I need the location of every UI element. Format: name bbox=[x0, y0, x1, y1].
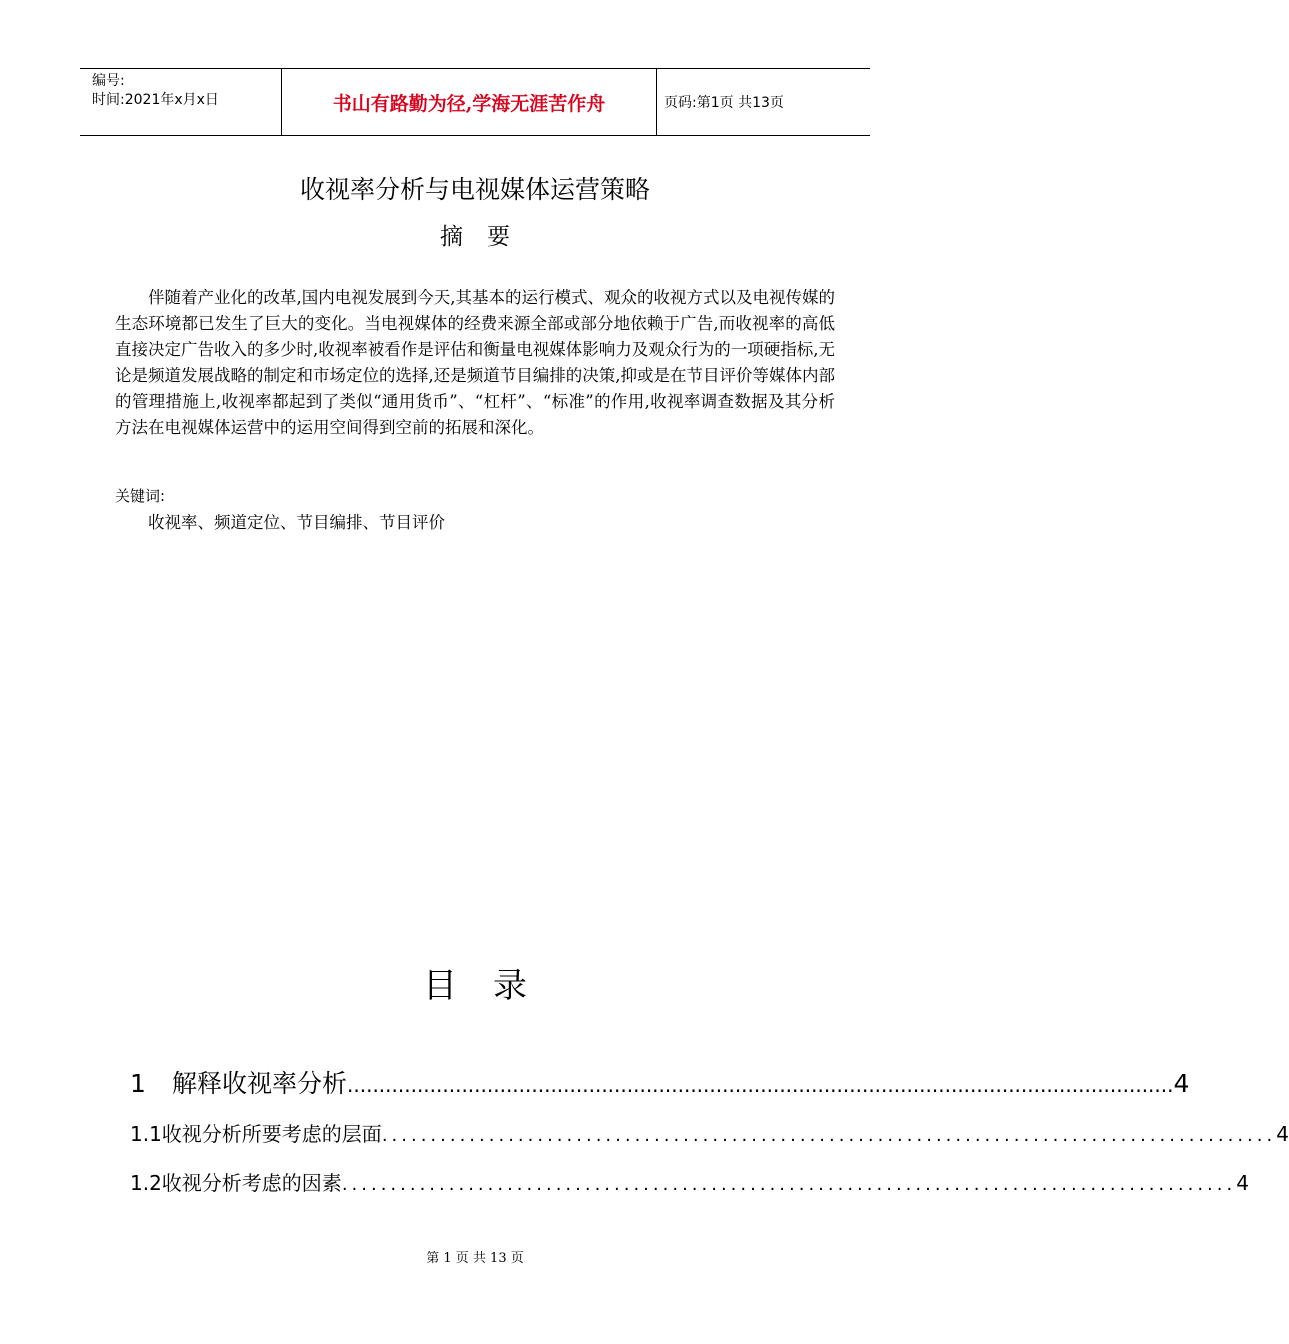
toc-entry-label: 解释收视率分析 bbox=[172, 1069, 348, 1098]
abstract-heading: 摘要 bbox=[440, 224, 534, 250]
toc-entry-label: 1.2收视分析考虑的因素 bbox=[130, 1171, 342, 1195]
toc-entry-number: 1 bbox=[130, 1069, 146, 1098]
toc-entry-page: 4 bbox=[1173, 1069, 1190, 1098]
toc-entry-1[interactable] bbox=[130, 1064, 1190, 1100]
toc-leader-dots: ............................................................................................ bbox=[341, 1174, 1237, 1195]
page-footer: 第 1 页 共 13 页 bbox=[426, 1251, 524, 1266]
document-title: 收视率分析与电视媒体运营策略 bbox=[299, 175, 650, 204]
toc-entry-1-1[interactable] bbox=[130, 1118, 1289, 1147]
toc-entry-page: 4 bbox=[1236, 1171, 1249, 1195]
keywords-label: 关键词: bbox=[115, 487, 166, 505]
toc-title: 目录 bbox=[423, 966, 563, 1006]
header-motto: 书山有路勤为径,学海无涯苦作舟 bbox=[282, 69, 657, 135]
number-label: 编号: bbox=[92, 73, 125, 89]
header-meta-cell bbox=[80, 69, 282, 135]
keywords-text: 收视率、频道定位、节目编排、节目评价 bbox=[148, 513, 445, 532]
header-table bbox=[80, 68, 870, 136]
toc-entry-label: 1.1收视分析所要考虑的层面 bbox=[130, 1122, 382, 1146]
toc-leader-dots: .................................................................................................................................. bbox=[347, 1073, 1174, 1097]
abstract-body: 伴随着产业化的改革,国内电视发展到今天,其基本的运行模式、观众的收视方式以及电视传媒的生态环境都已发生了巨大的变化。当电视媒体的经费来源全部或部分地依赖于广告,而收视率的高低直接决定广告收入的多少时,收视率被看作是评估和衡量电视媒体影响力及观众行为的一项硬指标,无论是频道发展战略的制定和市场定位的选择,还是频道节目编排的决策,抑或是在节目评价等媒体内部的管理措施上,收视率都起到了类似“通用货币”、“杠杆”、“标准”的作用,收视率调查数据及其分析方法在电视媒体运营中的运用空间得到空前的拓展和深化。 bbox=[115, 288, 835, 437]
toc-leader-dots: ............................................................................................ bbox=[381, 1125, 1277, 1146]
toc-entry-page: 4 bbox=[1276, 1122, 1289, 1146]
time-label: 时间:2021年x月x日 bbox=[92, 92, 219, 108]
toc-entry-1-2[interactable] bbox=[130, 1167, 1249, 1196]
header-page-info: 页码:第1页 共13页 bbox=[664, 95, 784, 111]
